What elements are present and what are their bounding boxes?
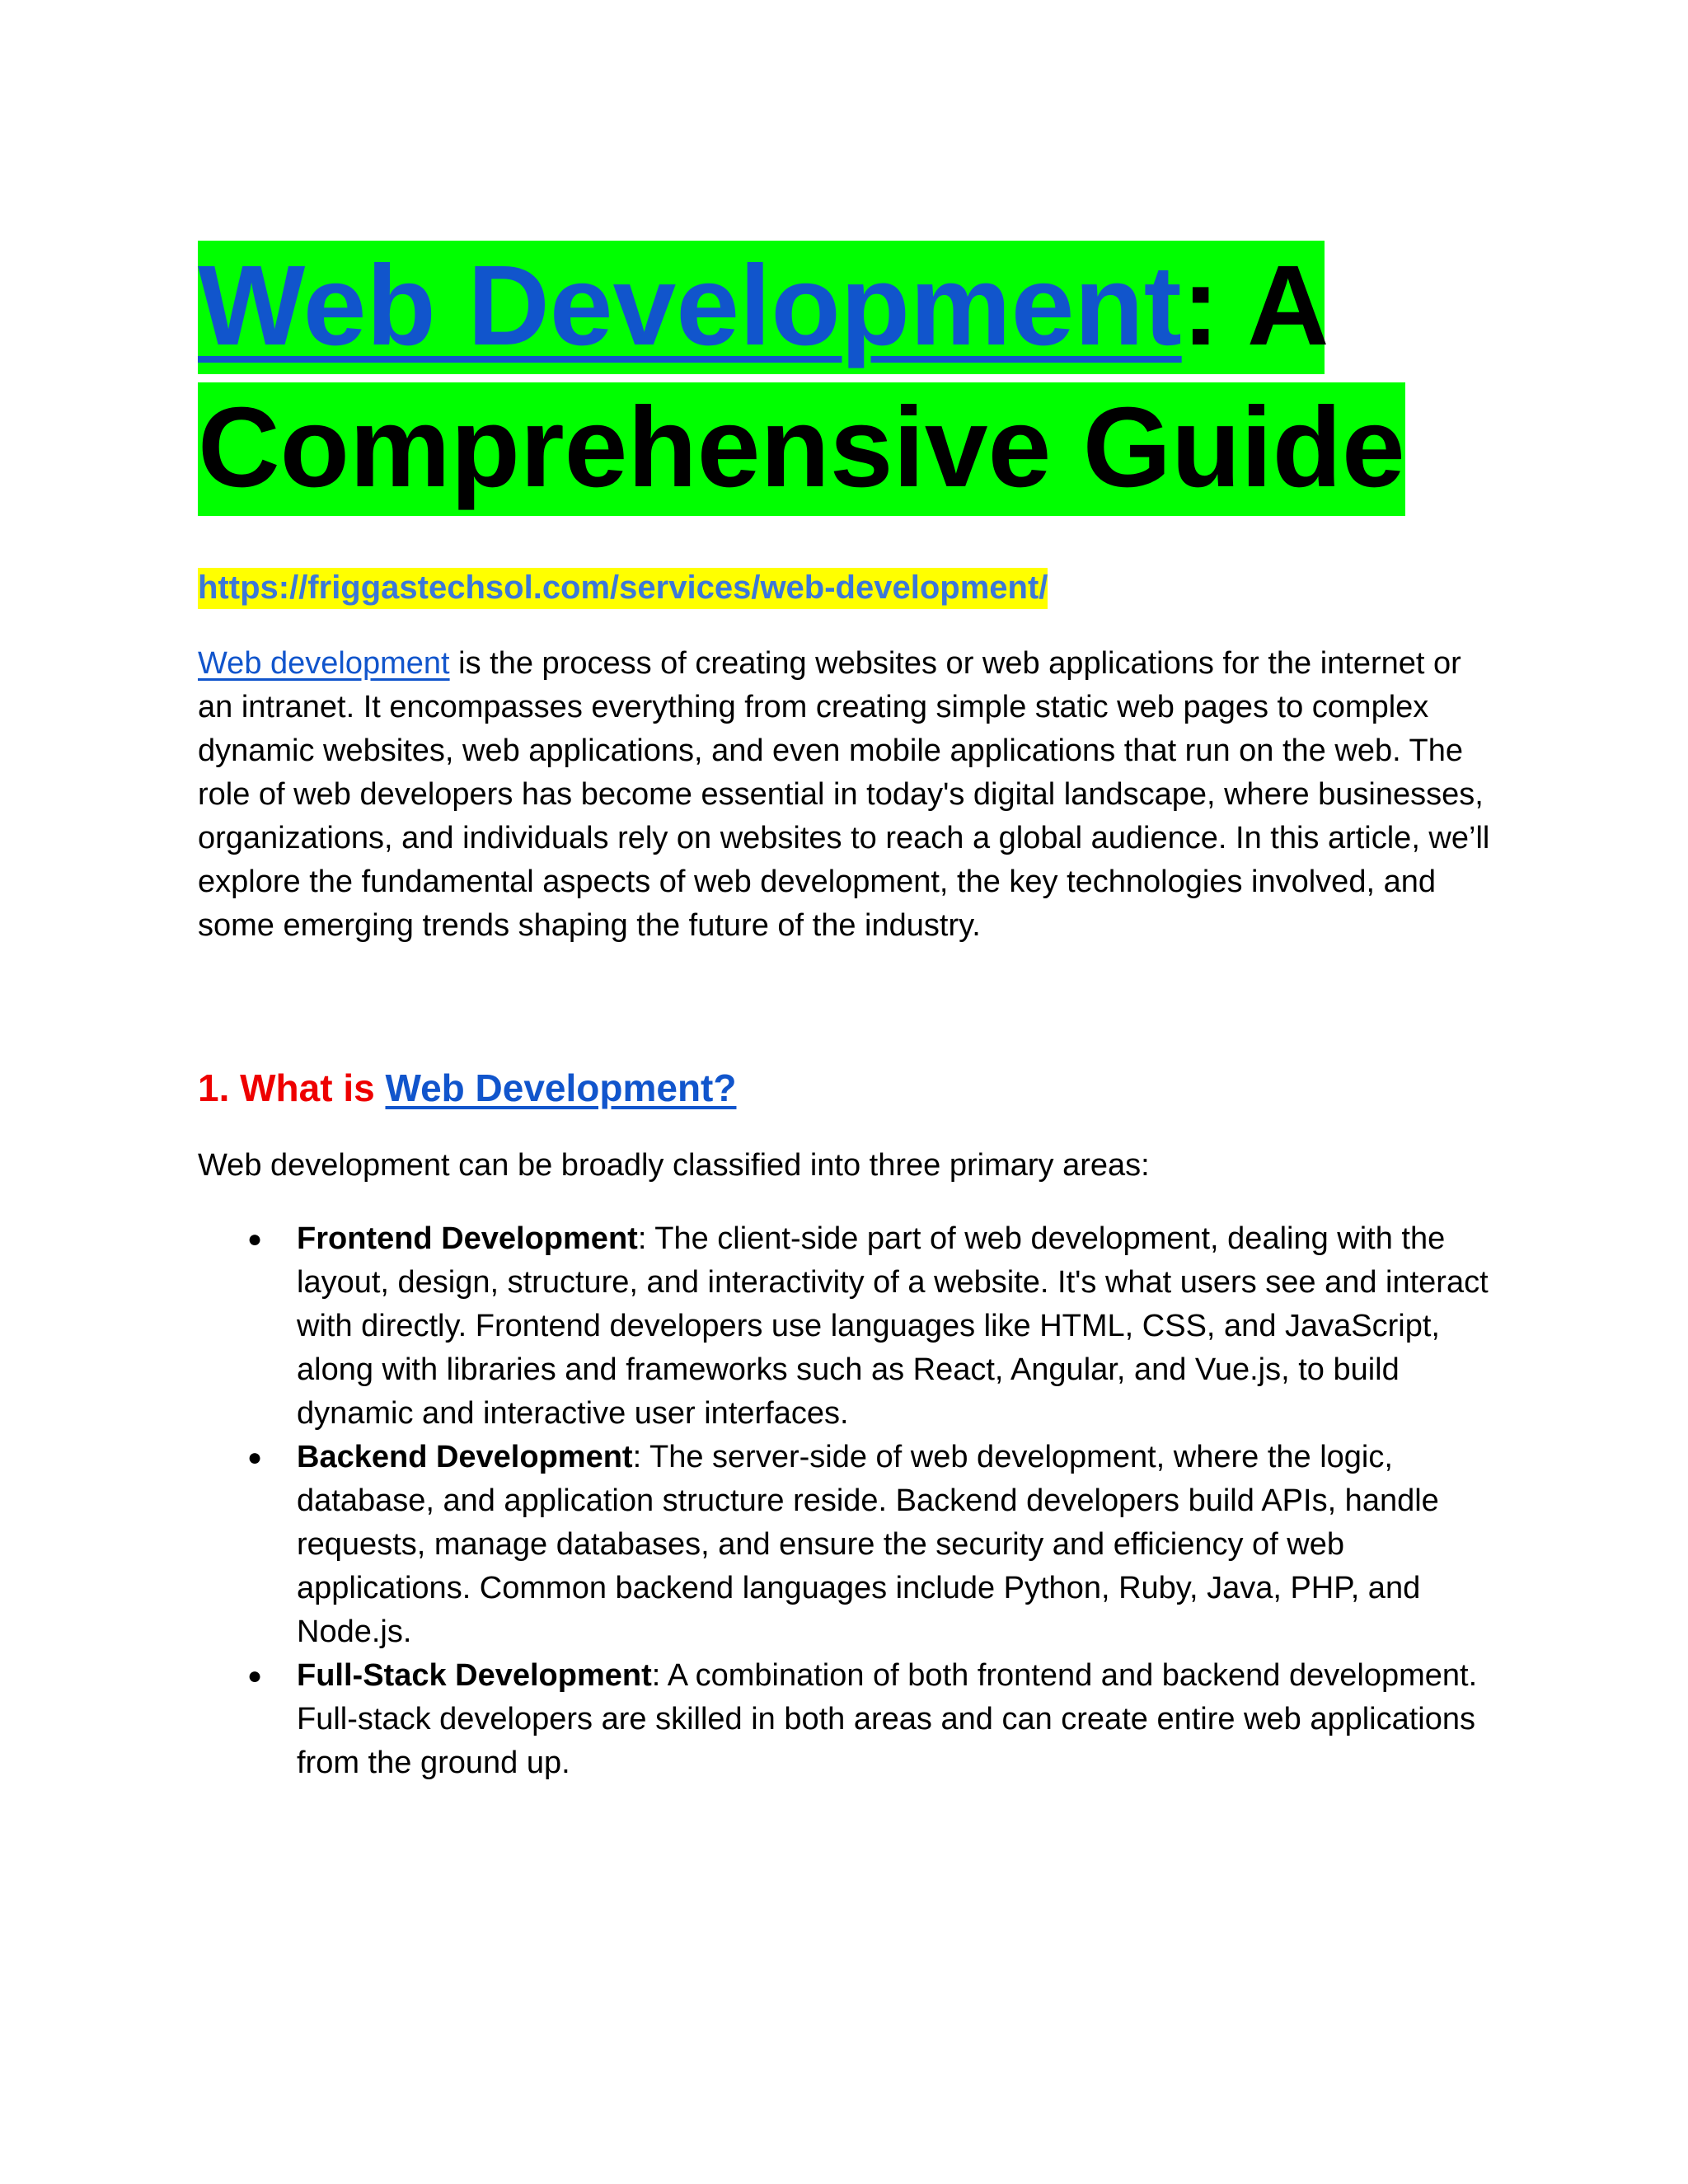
source-url: https://friggastechsol.com/services/web-development/	[198, 568, 1048, 609]
intro-text: is the process of creating websites or web applications for the internet or an intranet. It encompasses everything from creating simple static web pages to complex dynamic websites, web applications, and even mobile applications that run on the web. The role of web developers has become essential in today's digital landscape, where businesses, organizations, and individuals rely on websites to reach a global audience. In this article, we’ll explore the fundamental aspects of web development, the key technologies involved, and some emerging trends shaping the future of the industry.	[198, 646, 1490, 943]
intro-paragraph	[198, 642, 1504, 948]
bullet-icon: ●	[247, 1662, 263, 1690]
section-heading	[198, 1063, 1504, 1113]
list-item-text: : A combination of both frontend and backend development. Full-stack developers are skilled in both areas and can create entire web applications from the ground up.	[297, 1658, 1478, 1781]
title-rest: : A Comprehensive Guide	[198, 242, 1405, 511]
list-item-term: Full-Stack Development	[297, 1658, 652, 1694]
list-item-term: Frontend Development	[297, 1221, 638, 1257]
list-item-term: Backend Development	[297, 1440, 633, 1475]
title-link[interactable]: Web Development	[198, 242, 1182, 369]
section-heading-link[interactable]: Web Development?	[385, 1066, 737, 1109]
document-title	[198, 235, 1504, 518]
development-areas-list	[198, 1217, 1504, 1785]
bullet-icon: ●	[247, 1444, 263, 1472]
list-item-text: : The server-side of web development, where the logic, database, and application structure reside. Backend developers build APIs, handle requests, manage databases, and ensure the security and efficiency of web applications. Common backend languages include Python, Ruby, Java, PHP, and Node.js.	[297, 1440, 1439, 1650]
list-item-frontend	[198, 1217, 1504, 1436]
source-url-line	[198, 566, 1504, 609]
list-item-text: : The client-side part of web development, dealing with the layout, design, structure, and interactivity of a website. It's what users see and interact with directly. Frontend developers use languages like HTML, CSS, and JavaScript, along with libraries and frameworks such as React, Angular, and Vue.js, to build dynamic and interactive user interfaces.	[297, 1221, 1489, 1432]
list-item-backend	[198, 1436, 1504, 1654]
section-lead-text: Web development can be broadly classified into three primary areas:	[198, 1148, 1150, 1183]
intro-link[interactable]: Web development	[198, 646, 450, 681]
list-item-fullstack	[198, 1654, 1504, 1785]
title-highlight	[198, 241, 1405, 516]
document-page	[198, 235, 1504, 1785]
bullet-icon: ●	[247, 1226, 263, 1254]
section-heading-number: 1. What is	[198, 1066, 386, 1109]
